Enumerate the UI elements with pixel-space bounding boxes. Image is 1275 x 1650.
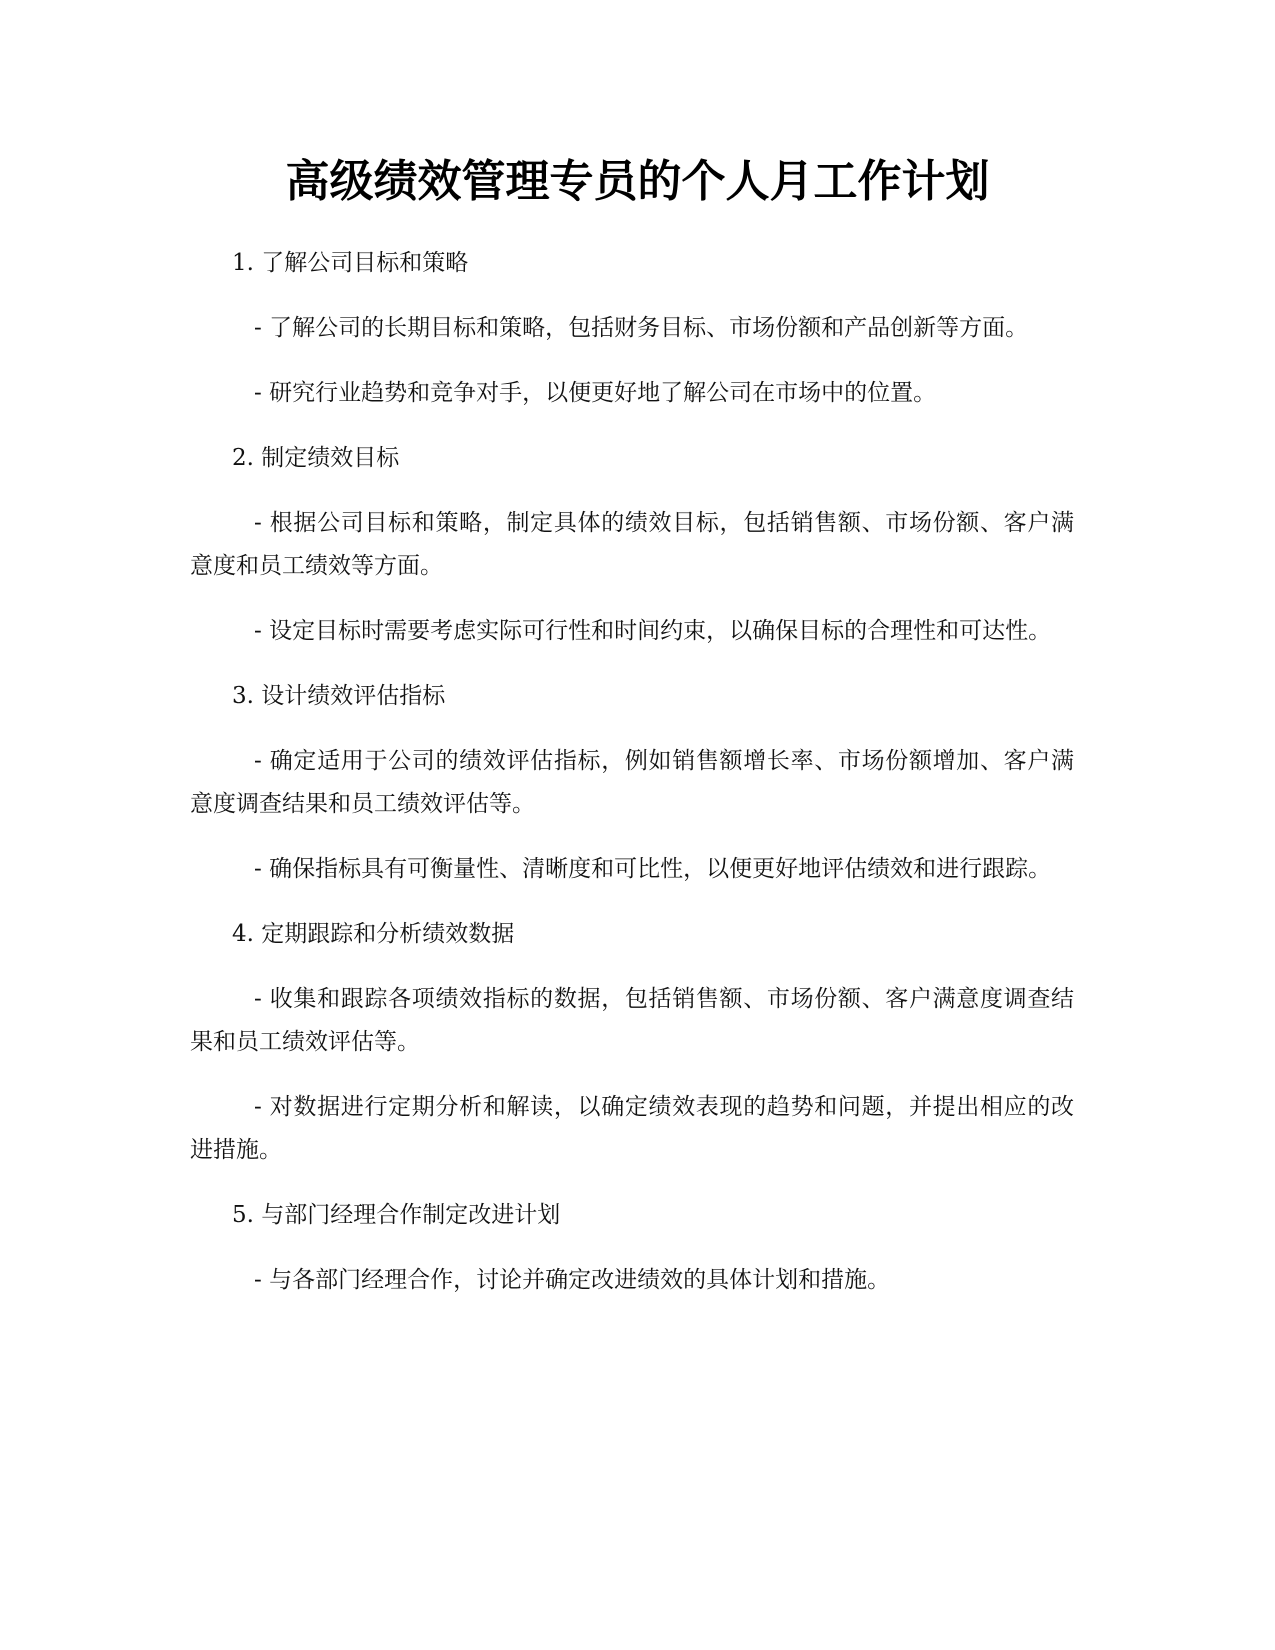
section-2 (190, 437, 1074, 653)
section-point: - 设定目标时需要考虑实际可行性和时间约束，以确保目标的合理性和可达性。 (254, 618, 1052, 644)
section-5 (190, 1194, 1074, 1302)
page-title: 高级绩效管理专员的个人月工作计划 (285, 156, 990, 207)
section-heading: 4. 定期跟踪和分析绩效数据 (232, 921, 515, 947)
section-point: - 根据公司目标和策略，制定具体的绩效目标，包括销售额、市场份额、客户满意度和员工绩效等方面。 (190, 510, 1074, 579)
section-heading: 3. 设计绩效评估指标 (232, 683, 446, 709)
section-point: - 收集和跟踪各项绩效指标的数据，包括销售额、市场份额、客户满意度调查结果和员工绩效评估等。 (190, 986, 1074, 1055)
section-point: - 确保指标具有可衡量性、清晰度和可比性，以便更好地评估绩效和进行跟踪。 (254, 856, 1052, 882)
section-point: - 确定适用于公司的绩效评估指标，例如销售额增长率、市场份额增加、客户满意度调查结果和员工绩效评估等。 (190, 748, 1074, 817)
section-heading: 2. 制定绩效目标 (232, 445, 400, 471)
section-1 (190, 242, 1074, 415)
section-4 (190, 913, 1074, 1172)
section-point: - 研究行业趋势和竞争对手，以便更好地了解公司在市场中的位置。 (254, 380, 937, 406)
section-heading: 5. 与部门经理合作制定改进计划 (232, 1202, 561, 1228)
document-body (190, 242, 1074, 1324)
section-heading: 1. 了解公司目标和策略 (232, 250, 469, 276)
section-point: - 与各部门经理合作，讨论并确定改进绩效的具体计划和措施。 (254, 1267, 891, 1293)
section-point: - 对数据进行定期分析和解读，以确定绩效表现的趋势和问题，并提出相应的改进措施。 (190, 1094, 1074, 1163)
section-3 (190, 675, 1074, 891)
section-point: - 了解公司的长期目标和策略，包括财务目标、市场份额和产品创新等方面。 (254, 315, 1029, 341)
